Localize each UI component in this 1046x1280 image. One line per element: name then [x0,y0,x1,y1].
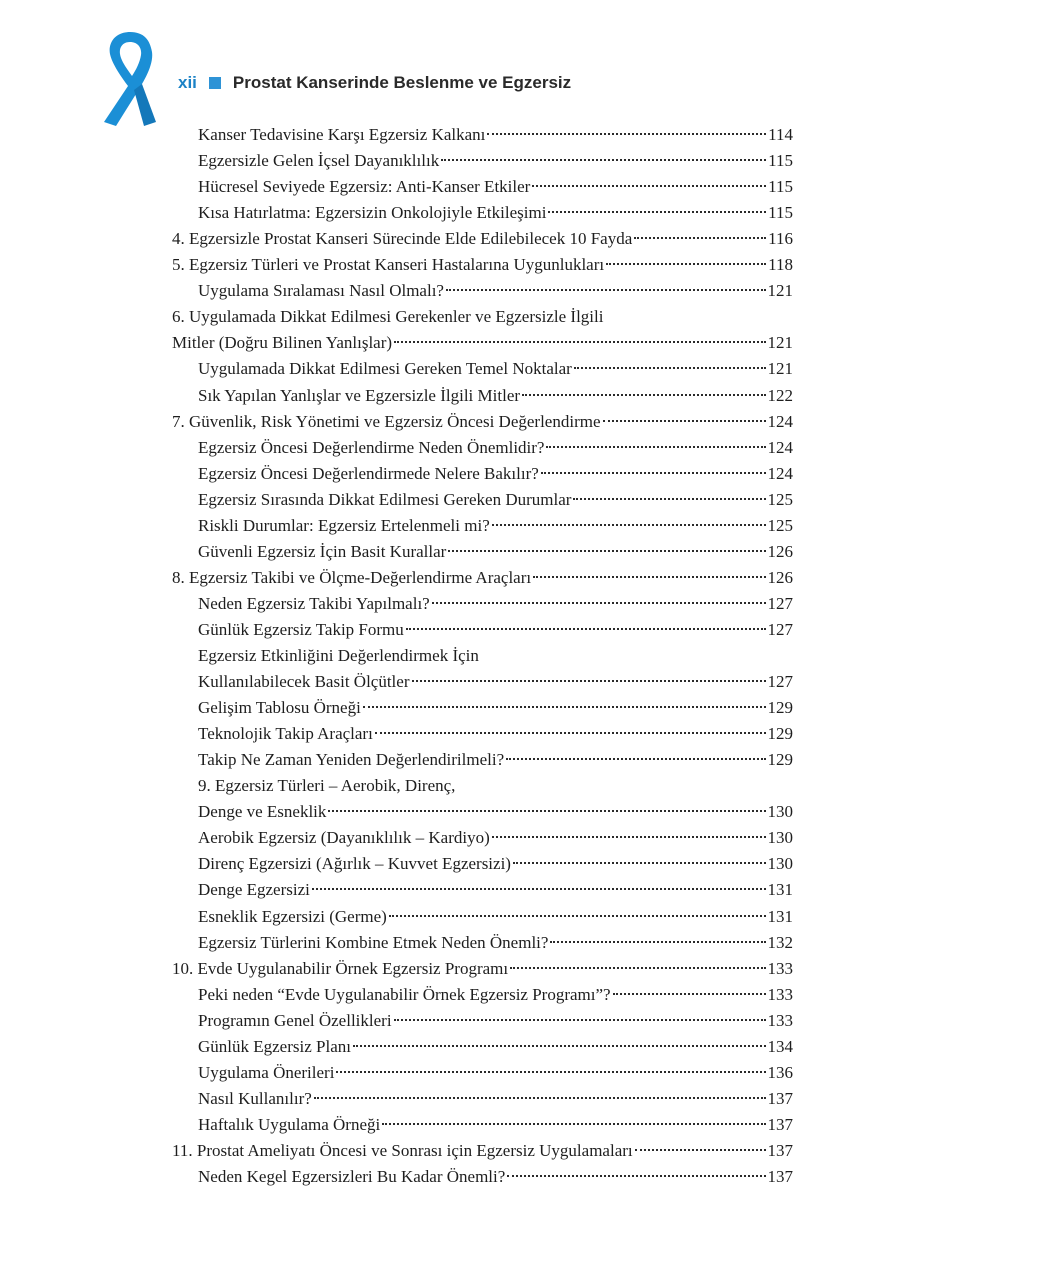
toc-entry-title: Günlük Egzersiz Planı [198,1036,351,1056]
toc-entry-page: 124 [767,437,793,457]
toc-entry-title: Mitler (Doğru Bilinen Yanlışlar) [172,333,393,353]
toc-entry[interactable] [198,747,793,773]
toc-dot-leader [510,967,765,969]
toc-entry[interactable] [172,304,793,330]
toc-entry[interactable] [198,930,793,956]
toc-entry-page: 115 [768,151,793,171]
toc-dot-leader [382,1123,765,1125]
toc-dot-leader [448,550,765,552]
toc-dot-leader [635,1149,766,1151]
toc-entry-page: 136 [767,1062,793,1082]
toc-entry[interactable] [198,591,793,617]
toc-entry-title: Kısa Hatırlatma: Egzersizin Onkolojiyle Etkileşimi [198,203,547,223]
toc-entry-title: Peki neden “Evde Uygulanabilir Örnek Egzersiz Programı”? [198,984,611,1004]
toc-entry-title: Uygulama Sıralaması Nasıl Olmalı? [198,281,444,301]
toc-entry-page: 125 [767,489,793,509]
toc-dot-leader [574,367,766,369]
toc-entry-title: 5. Egzersiz Türleri ve Prostat Kanseri Hastalarına Uygunlukları [172,255,605,275]
toc-entry-title: 8. Egzersiz Takibi ve Ölçme-Değerlendirme Araçları [172,567,532,587]
toc-entry-title: Direnç Egzersizi (Ağırlık – Kuvvet Egzersizi) [198,854,511,874]
toc-entry-page: 137 [767,1167,793,1186]
toc-entry-page: 127 [767,672,793,692]
toc-entry-page: 129 [767,698,793,718]
toc-entry-title: Neden Kegel Egzersizleri Bu Kadar Önemli? [198,1167,506,1186]
toc-entry-title: Hücresel Seviyede Egzersiz: Anti-Kanser Etkiler [198,177,531,197]
toc-dot-leader [548,211,766,213]
toc-entry-title: Programın Genel Özellikleri [198,1010,392,1030]
toc-dot-leader [412,680,766,682]
toc-entry-title: 9. Egzersiz Türleri – Aerobik, Direnç, [198,776,456,796]
toc-entry-page: 129 [767,750,793,770]
header-page-number: xii [178,73,197,92]
toc-dot-leader [532,185,766,187]
toc-entry-title: Nasıl Kullanılır? [198,1088,312,1108]
toc-dot-leader [573,498,765,500]
toc-entry[interactable] [198,1008,793,1034]
toc-dot-leader [513,862,766,864]
toc-entry-page: 115 [768,177,793,197]
toc-entry-title: Riskli Durumlar: Egzersiz Ertelenmeli mi? [198,515,490,535]
toc-entry-page: 134 [767,1036,793,1056]
toc-entry[interactable] [198,1164,793,1190]
awareness-ribbon-icon [98,28,162,132]
toc-entry-title: 6. Uygulamada Dikkat Edilmesi Gerekenler ve Egzersizle İlgili [172,307,604,327]
toc-entry-page: 137 [767,1140,793,1160]
toc-entry-page: 127 [767,619,793,639]
toc-dot-leader [446,289,766,291]
toc-entry[interactable] [198,669,793,695]
toc-entry-title: Uygulama Önerileri [198,1062,335,1082]
toc-entry-page: 130 [767,828,793,848]
toc-entry-page: 121 [767,281,793,301]
toc-entry[interactable] [198,982,793,1008]
toc-entry-page: 131 [767,906,793,926]
toc-dot-leader [507,1175,765,1177]
toc-entry-page: 124 [767,463,793,483]
toc-dot-leader [314,1097,766,1099]
toc-entry[interactable] [198,1112,793,1138]
toc-entry-title: Egzersiz Türlerini Kombine Etmek Neden Önemli? [198,932,549,952]
toc-entry[interactable] [172,956,793,982]
toc-entry[interactable] [198,695,793,721]
toc-entry-page: 137 [767,1088,793,1108]
toc-dot-leader [375,732,766,734]
toc-entry-page: 133 [767,984,793,1004]
toc-entry-page: 125 [767,515,793,535]
toc-entry-page: 127 [767,593,793,613]
toc-entry-page: 121 [767,333,793,353]
toc-dot-leader [634,237,766,239]
toc-entry-title: Haftalık Uygulama Örneği [198,1114,381,1134]
toc-entry[interactable] [198,539,793,565]
toc-dot-leader [506,758,765,760]
toc-dot-leader [603,420,766,422]
toc-entry-title: Egzersiz Etkinliğini Değerlendirmek İçin [198,646,479,665]
toc-entry-page: 131 [767,880,793,900]
toc-dot-leader [492,524,766,526]
toc-entry[interactable] [198,851,793,877]
toc-entry[interactable] [198,383,793,409]
toc-entry-page: 133 [767,958,793,978]
toc-dot-leader [389,915,766,917]
toc-entry-page: 130 [767,802,793,822]
toc-entry[interactable] [172,565,793,591]
toc-dot-leader [353,1045,766,1047]
running-header [178,70,571,96]
toc-entry-title: Egzersiz Öncesi Değerlendirme Neden Önemlidir? [198,437,545,457]
toc-entry-title: Kullanılabilecek Basit Ölçütler [198,672,410,692]
toc-entry-title: Egzersizle Gelen İçsel Dayanıklılık [198,151,440,171]
toc-dot-leader [394,341,765,343]
toc-entry-title: 7. Güvenlik, Risk Yönetimi ve Egzersiz Öncesi Değerlendirme [172,411,601,431]
toc-entry-page: 132 [767,932,793,952]
toc-dot-leader [487,133,766,135]
toc-entry[interactable] [198,122,793,148]
toc-dot-leader [550,941,765,943]
toc-entry[interactable] [198,617,793,643]
toc-entry-page: 130 [767,854,793,874]
toc-entry-page: 124 [767,411,793,431]
header-square-icon [209,77,221,89]
toc-entry-title: Güvenli Egzersiz İçin Basit Kurallar [198,541,447,561]
toc-dot-leader [441,159,766,161]
toc-entry[interactable] [198,513,793,539]
toc-dot-leader [492,836,766,838]
toc-dot-leader [312,888,766,890]
toc-entry-title: Egzersiz Sırasında Dikkat Edilmesi Gereken Durumlar [198,489,572,509]
toc-entry[interactable] [198,799,793,825]
toc-entry-title: Aerobik Egzersiz (Dayanıklılık – Kardiyo) [198,828,490,848]
toc-entry[interactable] [198,721,793,747]
toc-entry[interactable] [198,825,793,851]
toc-entry-page: 118 [768,255,793,275]
toc-dot-leader [336,1071,765,1073]
toc-entry-page: 133 [767,1010,793,1030]
toc-entry-title: Denge ve Esneklik [198,802,327,822]
toc-entry[interactable] [172,409,793,435]
toc-dot-leader [406,628,766,630]
toc-entry[interactable] [198,904,793,930]
toc-entry-title: 11. Prostat Ameliyatı Öncesi ve Sonrası için Egzersiz Uygulamaları [172,1140,633,1160]
toc-dot-leader [432,602,766,604]
toc-entry[interactable] [198,461,793,487]
toc-entry-page: 126 [767,541,793,561]
toc-dot-leader [546,446,765,448]
toc-entry[interactable] [198,148,793,174]
toc-entry-title: Denge Egzersizi [198,880,310,900]
toc-entry[interactable] [172,226,793,252]
toc-dot-leader [328,810,765,812]
toc-entry[interactable] [198,278,793,304]
toc-entry-page: 114 [768,125,793,144]
toc-entry[interactable] [198,1060,793,1086]
toc-entry[interactable] [198,1086,793,1112]
toc-entry-title: Takip Ne Zaman Yeniden Değerlendirilmeli? [198,750,505,770]
toc-entry[interactable] [198,487,793,513]
toc-entry[interactable] [198,643,793,669]
toc-entry-page: 116 [768,229,793,249]
toc-entry[interactable] [198,1034,793,1060]
toc-entry-page: 129 [767,724,793,744]
toc-entry[interactable] [172,1138,793,1164]
toc-entry[interactable] [198,356,793,382]
toc-entry-page: 122 [767,385,793,405]
toc-entry-title: Sık Yapılan Yanlışlar ve Egzersizle İlgili Mitler [198,385,521,405]
toc-entry[interactable] [198,200,793,226]
toc-entry-page: 126 [767,567,793,587]
toc-entry-title: 4. Egzersizle Prostat Kanseri Sürecinde Elde Edilebilecek 10 Fayda [172,229,633,249]
toc-entry-page: 115 [768,203,793,223]
toc-entry-title: Esneklik Egzersizi (Germe) [198,906,387,926]
toc-entry[interactable] [198,773,793,799]
toc-entry-page: 121 [767,359,793,379]
toc-entry-title: Teknolojik Takip Araçları [198,724,373,744]
toc-dot-leader [606,263,766,265]
toc-dot-leader [522,394,765,396]
toc-dot-leader [394,1019,766,1021]
toc-dot-leader [541,472,766,474]
toc-entry-title: Günlük Egzersiz Takip Formu [198,619,404,639]
toc-entry[interactable] [172,252,793,278]
toc-dot-leader [363,706,766,708]
toc-entry-title: Egzersiz Öncesi Değerlendirmede Nelere Bakılır? [198,463,539,483]
toc-entry-title: Neden Egzersiz Takibi Yapılmalı? [198,593,430,613]
toc-entry-title: Uygulamada Dikkat Edilmesi Gereken Temel Noktalar [198,359,572,379]
toc-entry[interactable] [198,435,793,461]
toc-entry-title: 10. Evde Uygulanabilir Örnek Egzersiz Programı [172,958,509,978]
toc-entry-title: Gelişim Tablosu Örneği [198,698,361,718]
header-book-title: Prostat Kanserinde Beslenme ve Egzersiz [232,73,572,92]
toc-dot-leader [533,576,765,578]
toc-entry-page: 137 [767,1114,793,1134]
toc-dot-leader [613,993,766,995]
toc-entry[interactable] [198,877,793,903]
toc-entry[interactable] [198,174,793,200]
toc-entry[interactable] [172,330,793,356]
toc-entry-title: Kanser Tedavisine Karşı Egzersiz Kalkanı [198,125,486,144]
